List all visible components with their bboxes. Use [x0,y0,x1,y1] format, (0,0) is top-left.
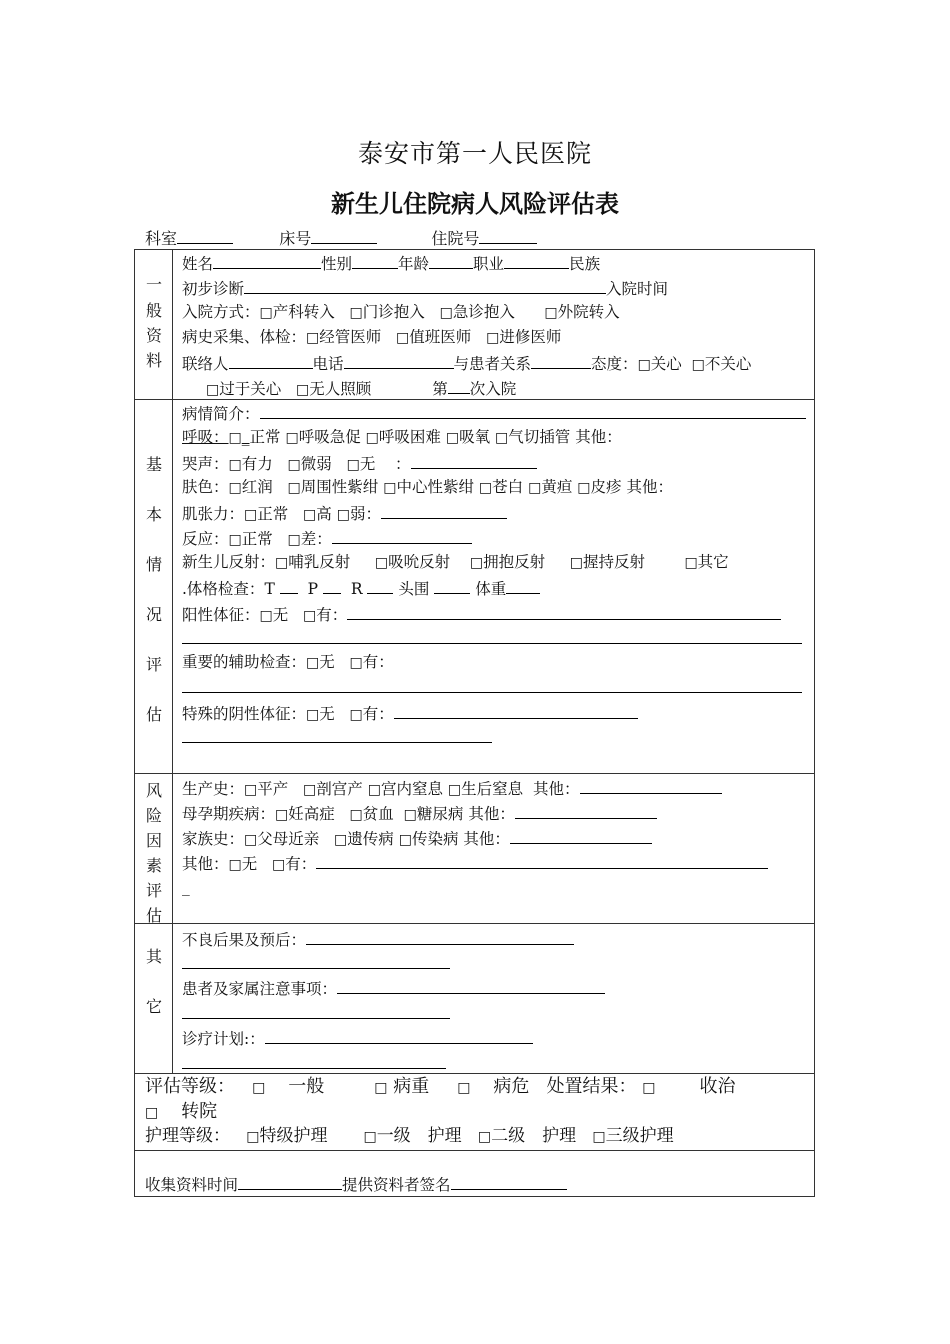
checkbox-icon[interactable]: □ [569,555,583,571]
checkbox-icon[interactable]: □ [287,457,301,473]
checkbox-icon[interactable]: □ [363,1129,377,1145]
response-field[interactable] [332,527,472,544]
negative-row: 特殊的阴性体征：□无 □有： [182,702,638,725]
plan-field[interactable] [265,1027,533,1044]
checkbox-icon[interactable]: □ [259,305,273,321]
family-row: 家族史：□父母近亲 □遗传病 □传染病 其他： [182,827,652,850]
checkbox-icon[interactable]: □ [457,1080,471,1096]
admission-no-field[interactable] [479,227,537,244]
checkbox-icon[interactable]: □ [145,1105,159,1121]
admission-count-field[interactable] [448,377,470,394]
aux-row: 重要的辅助检查：□无 □有： [182,653,394,671]
bed-field[interactable] [311,227,377,244]
checkbox-icon[interactable]: □ [334,832,348,848]
risk-dash: _ [182,878,190,896]
checkbox-icon[interactable]: □ [642,1080,656,1096]
contact-row-2: □过于关心 □无人照顾 第 次入院 [206,377,516,400]
sex-field[interactable] [352,252,398,269]
checkbox-icon[interactable]: □ [275,555,289,571]
checkbox-icon[interactable]: □ [303,782,317,798]
prognosis-row: 不良后果及预后： [182,928,574,950]
checkbox-icon[interactable]: □ [469,555,484,571]
checkbox-icon[interactable]: □ [495,430,509,446]
checkbox-icon[interactable]: □ [303,608,317,624]
checkbox-icon[interactable]: □ [252,1080,266,1096]
bed-label: 床号 [279,229,312,248]
checkbox-icon[interactable]: □ [398,832,412,848]
admission-no-label: 住院号 [431,229,480,248]
birth-row: 生产史：□平产 □剖宫产 □宫内窒息 □生后窒息 其他： [182,777,722,800]
history-row: 病史采集、体检：□经管医师 □值班医师 □进修医师 [182,328,562,346]
checkbox-icon[interactable]: □ [287,480,301,496]
checkbox-icon[interactable]: □ [346,457,360,473]
checkbox-icon[interactable]: □ [478,480,493,496]
checkbox-icon[interactable]: □ [287,532,301,548]
checkbox-icon[interactable]: □ [367,782,381,798]
checkbox-icon[interactable]: □ [244,782,258,798]
age-field[interactable] [429,252,473,269]
footer-row: 收集资料时间 提供资料者签名 [145,1173,567,1195]
summary-row: 病情简介： [182,402,806,424]
tone-row: 肌张力：□正常 □高 □弱： [182,502,507,525]
mother-row: 母孕期疾病：□妊高症 □贫血 □糖尿病 其他： [182,802,657,825]
admit-mode-row: 入院方式：□产科转入 □门诊抱入 □急诊抱入 □外院转入 [182,303,620,321]
risk-side-label: 风 险 因 素 评 估 [135,774,173,923]
checkbox-icon[interactable]: □ [306,330,320,346]
checkbox-icon[interactable]: □ [285,430,299,446]
contact-row: 联络人 电话 与患者关系 态度：□关心 □不关心 [182,352,751,375]
checkbox-icon[interactable]: □ [486,330,500,346]
checkbox-icon[interactable]: □ [349,655,363,671]
checkbox-icon[interactable]: □ [528,480,542,496]
signer-field[interactable] [451,1173,567,1190]
checkbox-icon[interactable]: □ [349,807,363,823]
basic-side-label: 基 本 情 况 评 估 [135,400,173,773]
checkbox-icon[interactable]: □ [244,832,258,848]
r-field[interactable] [367,577,393,594]
notes-row: 患者及家属注意事项： [182,977,605,999]
risk-other-row: 其他：□无 □有： [182,852,768,875]
checkbox-icon[interactable]: □ [374,555,389,571]
cry-row: 哭声：□有力 □微弱 □无 ： [182,452,537,475]
positive-field-line-2[interactable] [182,643,802,644]
other-side-label: 其 它 [135,924,173,1073]
checkbox-icon[interactable]: □ [374,1080,388,1096]
general-line-1: 姓名 性别 年龄 职业 民族 [182,252,600,274]
mother-other-field[interactable] [515,802,657,819]
dept-label: 科室 [145,229,178,248]
relation-field[interactable] [531,352,591,369]
response-row: 反应：□正常 □差： [182,527,472,550]
transfer-row: □ 转院 [145,1101,218,1122]
weight-field[interactable] [506,577,540,594]
risk-other-field[interactable] [316,852,768,869]
checkbox-icon[interactable]: □ [349,707,363,723]
negative-field[interactable] [394,702,638,719]
dept-field[interactable] [177,227,233,244]
checkbox-icon[interactable]: □ [684,555,698,571]
general-side-label: 一 般 资 料 [135,250,173,399]
checkbox-icon[interactable]: □ [206,382,220,398]
checkbox-icon[interactable]: □ [445,430,460,446]
checkbox-icon[interactable]: □ [306,655,320,671]
phone-field[interactable] [344,352,454,369]
checkbox-icon[interactable]: □ [396,330,410,346]
skin-row: 肤色：□红润 □周围性紫绀 □中心性紫绀 □苍白 □黄疸 □皮疹 其他： [182,478,673,496]
t-field[interactable] [280,577,298,594]
checkbox-icon[interactable]: □ [383,480,397,496]
checkbox-icon[interactable]: □ [477,1129,492,1145]
checkbox-icon[interactable]: □ [306,707,320,723]
header-row [145,226,537,249]
checkbox-icon[interactable]: □ [296,382,310,398]
checkbox-icon[interactable]: □ [365,430,379,446]
prognosis-field-line-2[interactable] [182,968,450,969]
checkbox-icon[interactable]: □ [228,430,242,446]
form-title: 新生儿住院病人风险评估表 [331,189,619,218]
plan-field-line-2[interactable] [182,1068,446,1069]
checkbox-icon[interactable]: □ [349,305,363,321]
exam-row: .体格检查：T P R 头围 体重 [182,577,540,599]
checkbox-icon[interactable]: □ [228,857,242,873]
checkbox-icon[interactable]: □ [246,1129,260,1145]
grade-row: 评估等级： □ 一般 □ 病重 □ 病危 处置结果： □ 收治 [145,1076,736,1097]
checkbox-icon[interactable]: □ [336,507,350,523]
checkbox-icon[interactable]: □ [228,480,242,496]
cry-field[interactable] [411,452,537,469]
positive-field[interactable] [347,603,781,620]
breath-row: 呼吸：□_正常 □呼吸急促 □呼吸困难 □吸氧 □气切插管 其他： [182,428,622,446]
tone-field[interactable] [381,502,507,519]
checkbox-icon[interactable]: □ [272,857,286,873]
checkbox-icon[interactable]: □ [303,507,317,523]
notes-field[interactable] [337,977,605,994]
plan-row: 诊疗计划:： [182,1027,533,1049]
aux-field-line[interactable] [182,692,802,693]
prognosis-field[interactable] [306,928,574,945]
head-field[interactable] [434,577,470,594]
collect-time-field[interactable] [238,1173,342,1190]
checkbox-icon[interactable]: □ [691,357,705,373]
checkbox-icon[interactable]: □ [259,608,273,624]
diagnosis-field[interactable] [244,277,606,294]
checkbox-icon[interactable]: □ [228,532,242,548]
general-line-2: 初步诊断 入院时间 [182,277,668,299]
birth-other-field[interactable] [580,777,722,794]
notes-field-line-2[interactable] [182,1018,450,1019]
family-other-field[interactable] [510,827,652,844]
checkbox-icon[interactable]: □ [228,457,242,473]
name-field[interactable] [213,252,321,269]
checkbox-icon[interactable]: □ [592,1129,606,1145]
contact-field[interactable] [229,352,313,369]
p-field[interactable] [323,577,341,594]
negative-field-line-2[interactable] [182,742,492,743]
checkbox-icon[interactable]: □ [403,807,417,823]
hospital-name: 泰安市第一人民医院 [357,139,592,168]
positive-row: 阳性体征：□无 □有： [182,603,781,626]
checkbox-icon[interactable]: □ [447,782,462,798]
summary-field[interactable] [260,402,806,419]
checkbox-icon[interactable]: □ [577,480,591,496]
reflex-row: 新生儿反射：□哺乳反射 □吸吮反射 □拥抱反射 □握持反射 □其它 [182,553,729,571]
checkbox-icon[interactable]: □ [637,357,651,373]
checkbox-icon[interactable]: □ [439,305,453,321]
job-field[interactable] [504,252,569,269]
checkbox-icon[interactable]: □ [275,807,289,823]
nursing-row: 护理等级： □特级护理 □一级 护理 □二级 护理 □三级护理 [145,1126,674,1146]
checkbox-icon[interactable]: □ [544,305,558,321]
checkbox-icon[interactable]: □ [244,507,258,523]
